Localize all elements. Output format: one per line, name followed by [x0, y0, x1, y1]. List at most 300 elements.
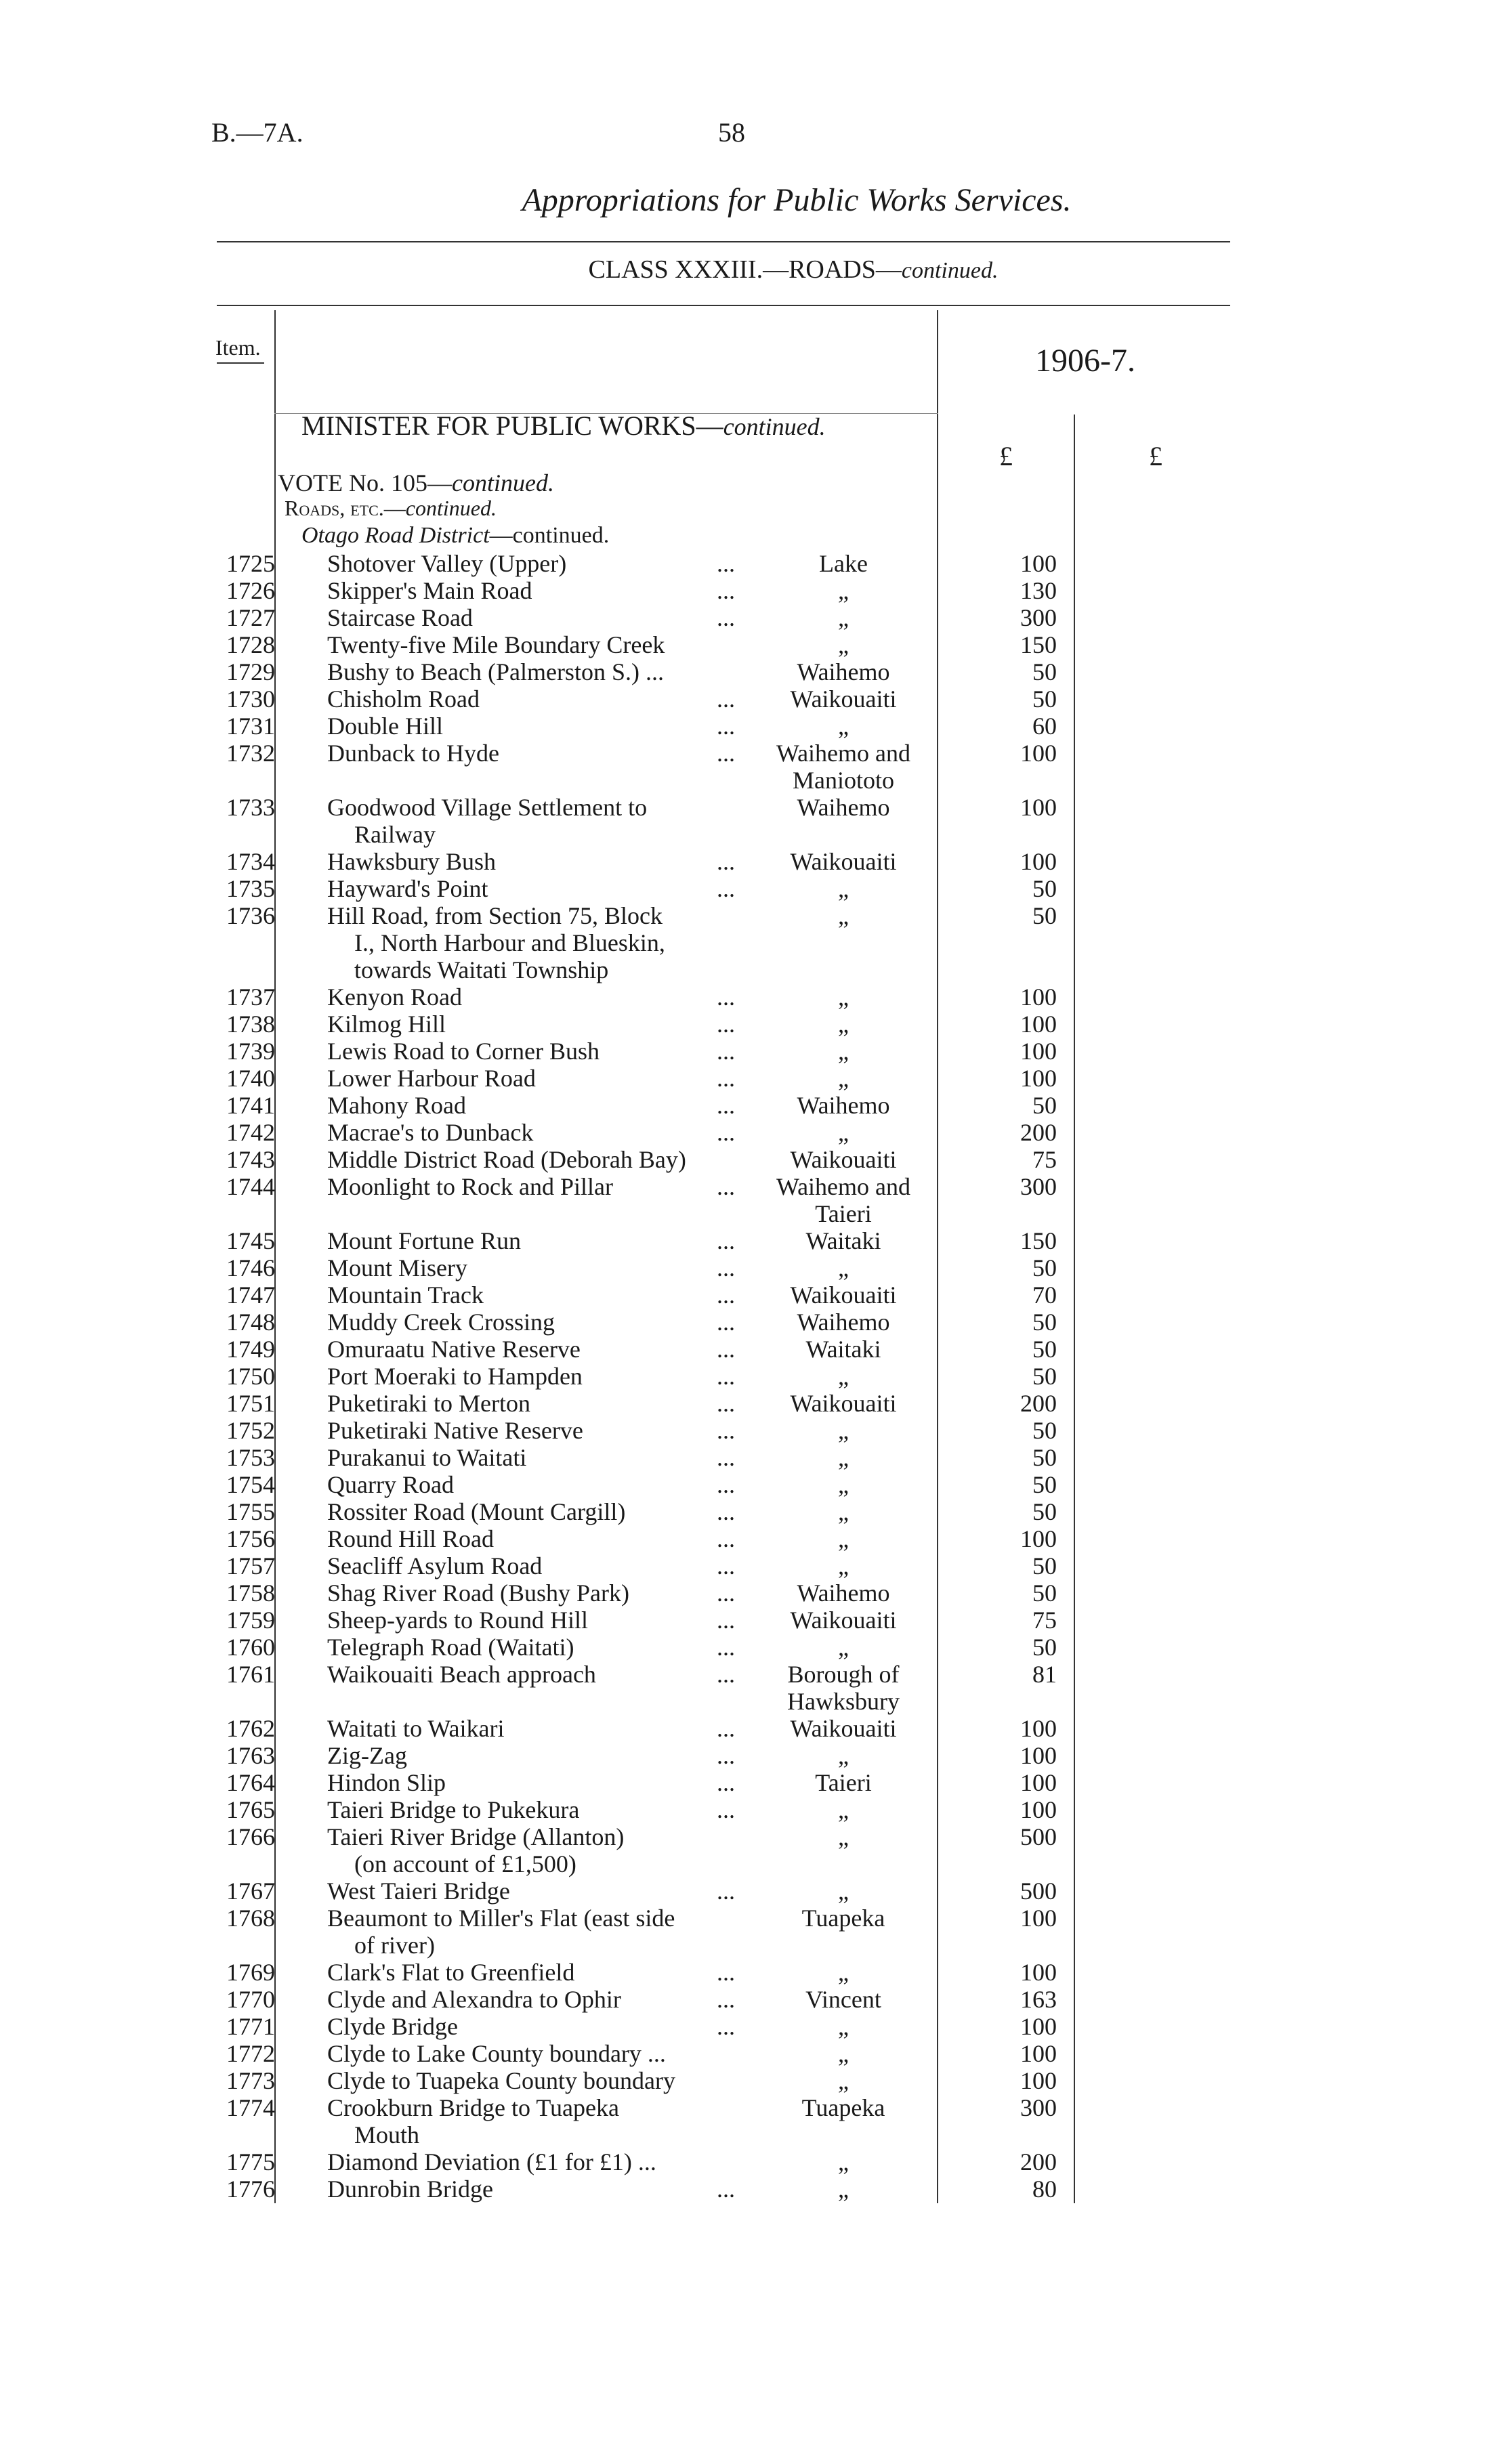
description-line: Clark's Flat to Greenfield [327, 1959, 575, 1986]
amount-value: 100 [1020, 1769, 1057, 1796]
description-line: Diamond Deviation (£1 for £1) ... [327, 2148, 656, 2175]
item-description [327, 1065, 536, 1092]
description-line: Railway [354, 821, 436, 848]
amount-value: 100 [1020, 2067, 1057, 2094]
item-description [327, 740, 499, 767]
item-description [327, 1769, 446, 1796]
leader-dots: ... [717, 1877, 735, 1905]
leader-dots: ... [717, 1011, 735, 1038]
amount-value: 150 [1020, 1227, 1057, 1254]
item-number: 1771 [226, 2013, 275, 2040]
table-row [0, 1038, 1512, 1065]
item-number: 1753 [226, 1444, 275, 1471]
description-line: Lewis Road to Corner Bush [327, 1038, 600, 1065]
item-number: 1731 [226, 713, 275, 740]
table-row [0, 1823, 1512, 1877]
item-number: 1773 [226, 2067, 275, 2094]
county-name [752, 1661, 935, 1715]
table-row [0, 2013, 1512, 2040]
page-title: Appropriations for Public Works Services. [522, 182, 1072, 218]
table-row [0, 1959, 1512, 1986]
county-line: Waikouaiti [790, 1281, 897, 1309]
county-line: „ [838, 1959, 849, 1986]
description-line: Kenyon Road [327, 983, 462, 1011]
description-line: I., North Harbour and Blueskin, [354, 929, 665, 956]
description-line: Mountain Track [327, 1281, 484, 1309]
item-description [327, 2175, 493, 2203]
item-description [327, 1336, 581, 1363]
table-row [0, 794, 1512, 848]
county-line: Waikouaiti [790, 1607, 897, 1634]
county-line: Tuapeka [801, 2094, 885, 2121]
item-number: 1761 [226, 1661, 275, 1688]
roads-heading [285, 496, 497, 521]
amount-value: 100 [1020, 1038, 1057, 1065]
description-line: Waitati to Waikari [327, 1715, 505, 1742]
leader-dots: ... [717, 1498, 735, 1525]
item-number: 1749 [226, 1336, 275, 1363]
leader-dots: ... [717, 1552, 735, 1579]
table-row [0, 1444, 1512, 1471]
description-line: Hill Road, from Section 75, Block [327, 902, 663, 929]
table-row [0, 1146, 1512, 1173]
amount-value: 50 [1032, 1444, 1057, 1471]
county-name [752, 1498, 935, 1525]
item-number: 1763 [226, 1742, 275, 1769]
item-number: 1737 [226, 983, 275, 1011]
item-description [327, 1959, 574, 1986]
item-number: 1754 [226, 1471, 275, 1498]
amount-value: 100 [1020, 1715, 1057, 1742]
item-number: 1734 [226, 848, 275, 875]
table-row [0, 550, 1512, 577]
item-description [327, 1011, 446, 1038]
county-name [752, 1742, 935, 1769]
table-row [0, 1498, 1512, 1525]
description-line: Puketiraki Native Reserve [327, 1417, 583, 1444]
amount-value: 50 [1032, 902, 1057, 929]
description-line: Mount Misery [327, 1254, 467, 1281]
county-name [752, 1173, 935, 1227]
table-row [0, 1471, 1512, 1498]
item-number: 1758 [226, 1579, 275, 1607]
table-row [0, 740, 1512, 794]
description-line: Dunrobin Bridge [327, 2175, 493, 2203]
amount-value: 81 [1032, 1661, 1057, 1688]
county-line: Waikouaiti [790, 1715, 897, 1742]
amount-value: 100 [1020, 1065, 1057, 1092]
table-row [0, 1661, 1512, 1715]
leader-dots: ... [717, 1742, 735, 1769]
county-line: Waihemo [797, 1579, 890, 1607]
item-number: 1766 [226, 1823, 275, 1850]
item-number: 1741 [226, 1092, 275, 1119]
county-line: „ [838, 1552, 849, 1579]
leader-dots: ... [717, 577, 735, 604]
item-number: 1752 [226, 1417, 275, 1444]
table-row [0, 1715, 1512, 1742]
county-name [752, 2175, 935, 2203]
description-line: West Taieri Bridge [327, 1877, 510, 1905]
year-column-header: 1906-7. [1035, 343, 1135, 379]
county-name [752, 1363, 935, 1390]
county-name [752, 983, 935, 1011]
table-row [0, 1254, 1512, 1281]
item-description [327, 794, 647, 848]
amount-value: 50 [1032, 1363, 1057, 1390]
county-line: Borough of [787, 1661, 900, 1688]
county-name [752, 1281, 935, 1309]
description-line: Waikouaiti Beach approach [327, 1661, 596, 1688]
county-name [752, 1715, 935, 1742]
leader-dots: ... [717, 1579, 735, 1607]
item-description [327, 2067, 675, 2094]
county-name [752, 713, 935, 740]
item-number: 1733 [226, 794, 275, 821]
description-line: Rossiter Road (Mount Cargill) [327, 1498, 626, 1525]
table-row [0, 848, 1512, 875]
description-line: Beaumont to Miller's Flat (east side [327, 1905, 675, 1932]
minister-heading [301, 410, 826, 442]
item-description [327, 1309, 555, 1336]
item-number: 1748 [226, 1309, 275, 1336]
leader-dots: ... [717, 983, 735, 1011]
county-name [752, 1471, 935, 1498]
county-name [752, 1309, 935, 1336]
amount-value: 50 [1032, 1254, 1057, 1281]
table-row [0, 1905, 1512, 1959]
amount-value: 200 [1020, 1119, 1057, 1146]
description-line: Hawksbury Bush [327, 848, 496, 875]
amount-value: 163 [1020, 1986, 1057, 2013]
county-name [752, 1769, 935, 1796]
minister-continued: continued. [723, 413, 826, 440]
county-line: „ [838, 2067, 849, 2094]
item-description [327, 2148, 656, 2175]
table-row [0, 2040, 1512, 2067]
amount-value: 100 [1020, 1011, 1057, 1038]
county-line: „ [838, 983, 849, 1011]
amount-value: 300 [1020, 1173, 1057, 1200]
item-number: 1726 [226, 577, 275, 604]
county-line: Waihemo [797, 1309, 890, 1336]
table-row [0, 1065, 1512, 1092]
amount-value: 500 [1020, 1877, 1057, 1905]
leader-dots: ... [717, 1092, 735, 1119]
county-name [752, 740, 935, 794]
district-continued: —continued. [489, 523, 610, 548]
county-line: Waikouaiti [790, 848, 897, 875]
item-description [327, 1823, 624, 1877]
leader-dots: ... [717, 1959, 735, 1986]
description-line: Middle District Road (Deborah Bay) [327, 1146, 686, 1173]
table-row [0, 1336, 1512, 1363]
description-line: Moonlight to Rock and Pillar [327, 1173, 613, 1200]
item-number: 1746 [226, 1254, 275, 1281]
item-number: 1744 [226, 1173, 275, 1200]
amount-value: 100 [1020, 1796, 1057, 1823]
item-number: 1769 [226, 1959, 275, 1986]
county-name [752, 577, 935, 604]
page-number: 58 [718, 117, 745, 148]
description-line: Clyde to Lake County boundary ... [327, 2040, 666, 2067]
pound-column-1: £ [999, 441, 1013, 471]
item-number: 1745 [226, 1227, 275, 1254]
amount-value: 50 [1032, 1092, 1057, 1119]
county-line: Waihemo [797, 658, 890, 685]
county-line: Waitaki [805, 1336, 881, 1363]
amount-value: 50 [1032, 1309, 1057, 1336]
county-name [752, 2148, 935, 2175]
county-line: Waihemo [797, 1092, 890, 1119]
title-rule [217, 241, 1230, 242]
item-description [327, 658, 664, 685]
item-description [327, 1092, 466, 1119]
description-line: Mouth [354, 2121, 420, 2148]
item-description [327, 550, 566, 577]
amount-value: 50 [1032, 875, 1057, 902]
table-row [0, 1119, 1512, 1146]
county-name [752, 1092, 935, 1119]
vote-heading [278, 469, 554, 497]
table-row [0, 604, 1512, 631]
table-row [0, 1525, 1512, 1552]
county-line: „ [838, 2013, 849, 2040]
description-line: Muddy Creek Crossing [327, 1309, 555, 1336]
item-number: 1764 [226, 1769, 275, 1796]
item-number: 1776 [226, 2175, 275, 2203]
item-number: 1765 [226, 1796, 275, 1823]
amount-value: 100 [1020, 1525, 1057, 1552]
county-line: „ [838, 604, 849, 631]
description-line: Telegraph Road (Waitati) [327, 1634, 574, 1661]
county-line: „ [838, 875, 849, 902]
leader-dots: ... [717, 1607, 735, 1634]
leader-dots: ... [717, 1471, 735, 1498]
county-line: „ [838, 1011, 849, 1038]
district-label: Otago Road District [301, 523, 490, 548]
description-line: Shotover Valley (Upper) [327, 550, 567, 577]
amount-value: 200 [1020, 2148, 1057, 2175]
county-name [752, 1796, 935, 1823]
amount-value: 100 [1020, 983, 1057, 1011]
county-line: „ [838, 2040, 849, 2067]
leader-dots: ... [717, 1634, 735, 1661]
item-description [327, 577, 532, 604]
item-description [327, 1227, 521, 1254]
amount-value: 50 [1032, 658, 1057, 685]
table-row [0, 577, 1512, 604]
leader-dots: ... [717, 848, 735, 875]
item-description [327, 685, 480, 713]
county-line: Waihemo and [776, 1173, 911, 1200]
county-name [752, 1119, 935, 1146]
county-line: Taieri [815, 1200, 872, 1227]
leader-dots: ... [717, 2013, 735, 2040]
county-name [752, 902, 935, 929]
item-header-dash [217, 362, 264, 364]
item-number: 1739 [226, 1038, 275, 1065]
description-line: Hayward's Point [327, 875, 488, 902]
item-number: 1735 [226, 875, 275, 902]
county-name [752, 685, 935, 713]
description-line: Purakanui to Waitati [327, 1444, 527, 1471]
class-heading [0, 255, 1512, 284]
description-line: (on account of £1,500) [354, 1850, 576, 1877]
amount-value: 50 [1032, 1498, 1057, 1525]
county-line: „ [838, 1471, 849, 1498]
county-line: „ [838, 1634, 849, 1661]
leader-dots: ... [717, 1444, 735, 1471]
amount-value: 150 [1020, 631, 1057, 658]
county-line: Waikouaiti [790, 685, 897, 713]
county-line: „ [838, 631, 849, 658]
item-number: 1738 [226, 1011, 275, 1038]
leader-dots: ... [717, 1227, 735, 1254]
item-description [327, 983, 462, 1011]
amount-value: 50 [1032, 685, 1057, 713]
county-name [752, 1579, 935, 1607]
item-description [327, 1119, 533, 1146]
minister-label: MINISTER FOR PUBLIC WORKS— [301, 410, 723, 441]
description-line: Clyde to Tuapeka County boundary [327, 2067, 675, 2094]
table-row [0, 983, 1512, 1011]
county-name [752, 2040, 935, 2067]
county-line: „ [838, 1119, 849, 1146]
item-number: 1755 [226, 1498, 275, 1525]
leader-dots: ... [717, 2175, 735, 2203]
table-row [0, 1227, 1512, 1254]
leader-dots: ... [717, 604, 735, 631]
county-line: Hawksbury [787, 1688, 900, 1715]
item-description [327, 1038, 600, 1065]
county-line: „ [838, 1065, 849, 1092]
county-line: „ [838, 1742, 849, 1769]
description-line: Hindon Slip [327, 1769, 446, 1796]
item-number: 1762 [226, 1715, 275, 1742]
description-line: Chisholm Road [327, 685, 480, 713]
item-description [327, 1498, 625, 1525]
county-line: „ [838, 1525, 849, 1552]
item-number: 1729 [226, 658, 275, 685]
item-number: 1742 [226, 1119, 275, 1146]
item-number: 1759 [226, 1607, 275, 1634]
item-description [327, 2013, 458, 2040]
county-line: „ [838, 713, 849, 740]
pound-column-2: £ [1149, 441, 1162, 471]
item-number: 1750 [226, 1363, 275, 1390]
county-line: Tuapeka [801, 1905, 885, 1932]
table-row [0, 1742, 1512, 1769]
description-line: Port Moeraki to Hampden [327, 1363, 583, 1390]
county-line: „ [838, 1877, 849, 1905]
county-line: „ [838, 577, 849, 604]
item-number: 1736 [226, 902, 275, 929]
county-name [752, 550, 935, 577]
description-line: Goodwood Village Settlement to [327, 794, 648, 821]
amount-value: 300 [1020, 2094, 1057, 2121]
leader-dots: ... [717, 685, 735, 713]
table-row [0, 2094, 1512, 2148]
county-line: Waikouaiti [790, 1390, 897, 1417]
item-description [327, 2040, 666, 2067]
county-name [752, 604, 935, 631]
item-description [327, 1146, 686, 1173]
county-name [752, 875, 935, 902]
item-description [327, 631, 665, 658]
description-line: Double Hill [327, 713, 443, 740]
county-name [752, 1065, 935, 1092]
leader-dots: ... [717, 1336, 735, 1363]
county-line: „ [838, 1254, 849, 1281]
leader-dots: ... [717, 1119, 735, 1146]
table-row [0, 1986, 1512, 2013]
county-line: Maniototo [793, 767, 894, 794]
amount-value: 50 [1032, 1552, 1057, 1579]
county-name [752, 848, 935, 875]
item-description [327, 1471, 454, 1498]
item-number: 1728 [226, 631, 275, 658]
item-description [327, 1525, 494, 1552]
item-description [327, 1363, 583, 1390]
amount-value: 100 [1020, 848, 1057, 875]
county-name [752, 2094, 935, 2121]
county-line: Waitaki [805, 1227, 881, 1254]
item-description [327, 1390, 530, 1417]
leader-dots: ... [717, 1363, 735, 1390]
county-name [752, 1634, 935, 1661]
county-name [752, 1444, 935, 1471]
item-number: 1730 [226, 685, 275, 713]
item-number: 1740 [226, 1065, 275, 1092]
leader-dots: ... [717, 550, 735, 577]
county-line: „ [838, 1363, 849, 1390]
description-line: Mahony Road [327, 1092, 466, 1119]
description-line: Twenty-five Mile Boundary Creek [327, 631, 665, 658]
description-line: Shag River Road (Bushy Park) [327, 1579, 629, 1607]
amount-value: 100 [1020, 1742, 1057, 1769]
county-name [752, 1552, 935, 1579]
table-row [0, 902, 1512, 983]
county-line: „ [838, 1444, 849, 1471]
county-name [752, 1959, 935, 1986]
item-column-header: Item. [215, 335, 261, 360]
amount-value: 100 [1020, 740, 1057, 767]
amount-value: 100 [1020, 550, 1057, 577]
table-row [0, 1092, 1512, 1119]
county-line: Lake [819, 550, 868, 577]
leader-dots: ... [717, 713, 735, 740]
table-row [0, 685, 1512, 713]
description-line: Clyde and Alexandra to Ophir [327, 1986, 621, 2013]
county-name [752, 1336, 935, 1363]
item-description [327, 1552, 542, 1579]
item-description [327, 1281, 484, 1309]
amount-value: 75 [1032, 1607, 1057, 1634]
table-row [0, 658, 1512, 685]
county-name [752, 658, 935, 685]
leader-dots: ... [717, 1254, 735, 1281]
class-heading-continued: continued. [901, 258, 999, 283]
item-number: 1727 [226, 604, 275, 631]
county-line: Waikouaiti [790, 1146, 897, 1173]
amount-value: 80 [1032, 2175, 1057, 2203]
table-row [0, 2148, 1512, 2175]
table-top-rule [217, 305, 1230, 306]
item-number: 1732 [226, 740, 275, 767]
item-description [327, 1607, 588, 1634]
table-row [0, 1281, 1512, 1309]
